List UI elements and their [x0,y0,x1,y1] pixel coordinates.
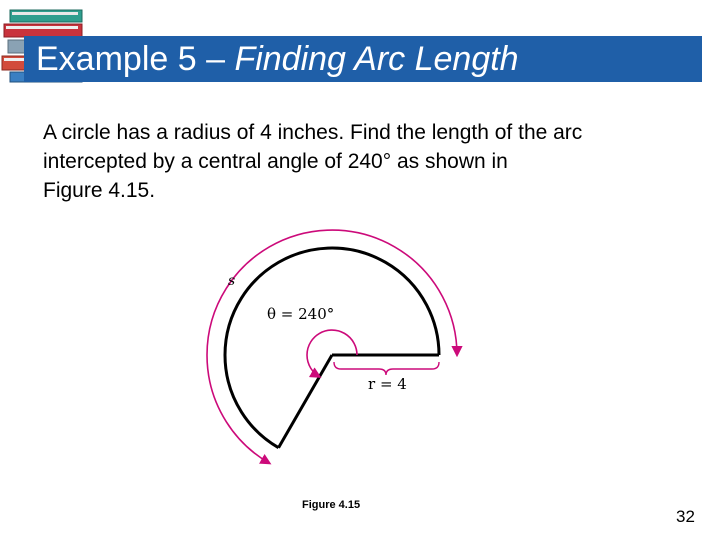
title-italic: Finding Arc Length [234,40,519,78]
problem-line-1: A circle has a radius of 4 inches. Find the length of the arc [43,121,583,144]
title-prefix: Example 5 – [36,40,235,78]
problem-text [43,118,683,205]
circle-arc [225,248,439,448]
radius-terminal [279,355,333,448]
arc-label: s [228,273,236,289]
problem-line-2: intercepted by a central angle of 240° as shown in [43,150,508,173]
problem-line-3: Figure 4.15. [43,179,156,202]
radius-label: r = 4 [368,375,407,393]
page-number: 32 [676,507,695,526]
figure-caption: Figure 4.15 [302,499,361,511]
radius-bracket [334,362,439,375]
arc-length-arrow [207,230,457,463]
angle-arrow [307,330,357,377]
angle-label: θ = 240° [267,305,335,323]
arc-length-figure [205,225,495,490]
slide-title [36,36,519,82]
